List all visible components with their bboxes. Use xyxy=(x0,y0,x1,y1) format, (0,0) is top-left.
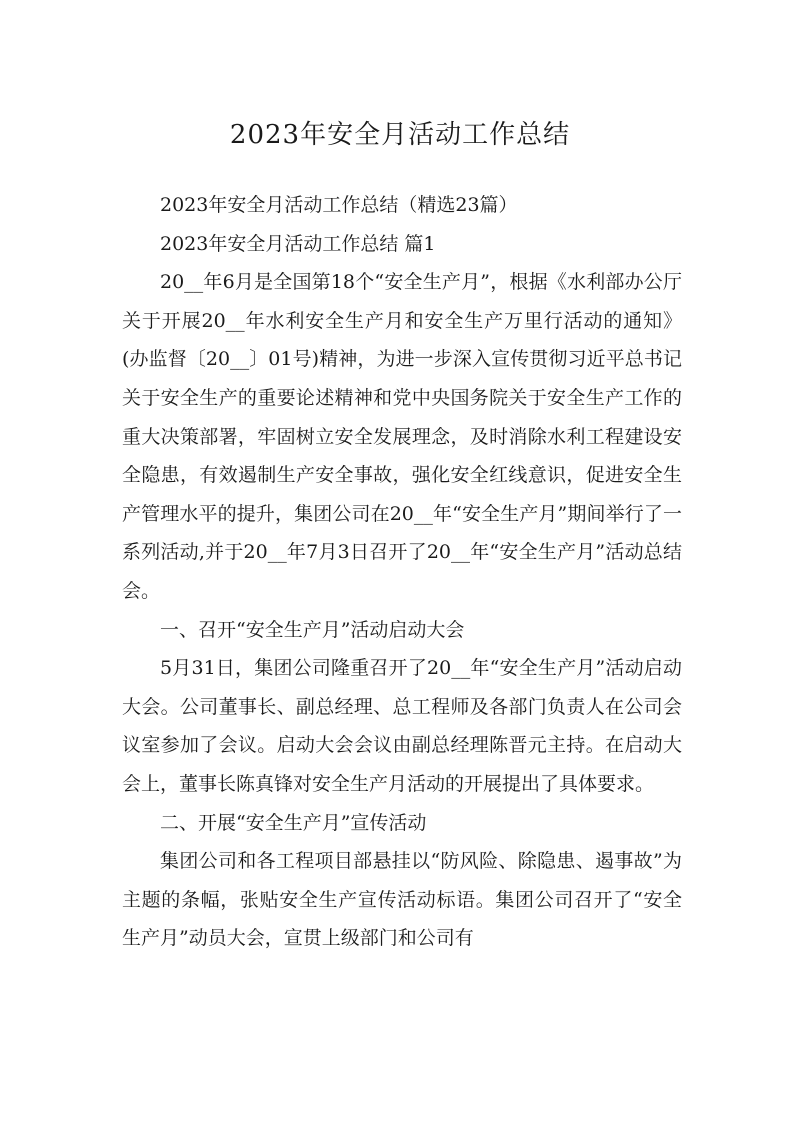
part-label: 2023年安全月活动工作总结 篇1 xyxy=(160,232,436,255)
section-1-paragraph: 5月31日，集团公司隆重召开了20__年“安全生产月”活动启动大会。公司董事长、副总经理、总工程师及各部门负责人在公司会议室参加了会议。启动大会会议由副总经理陈晋元主持。在启动大会上，董事长陈真锋对安全生产月活动的开展提出了具体要求。 xyxy=(122,657,682,795)
section-2-paragraph: 集团公司和各工程项目部悬挂以“防风险、除隐患、遏事故”为主题的条幅，张贴安全生产宣传活动标语。集团公司召开了“安全生产月”动员大会，宣贯上级部门和公司有 xyxy=(122,850,682,950)
section-2-heading: 二、开展“安全生产月”宣传活动 xyxy=(160,811,427,834)
document-body xyxy=(122,186,682,958)
document-title: 2023年安全月活动工作总结 xyxy=(229,120,571,151)
document-subtitle: 2023年安全月活动工作总结（精选23篇） xyxy=(160,194,518,216)
intro-paragraph: 20__年6月是全国第18个“安全生产月”，根据《水利部办公厅关于开展20__年水利安全生产月和安全生产万里行活动的通知》(办监督〔20__〕01号)精神，为进一步深入宣传贯彻习近平总书记关于安全生产的重要论述精神和党中央国务院关于安全生产工作的重大决策部署，牢固树立安全发展理念，及时消除水利工程建设安全隐患，有效遏制生产安全事故，强化安全红线意识，促进安全生产管理水平的提升，集团公司在20__年“安全生产月”期间举行了一系列活动,并于20__年7月3日召开了20__年“安全生产月”活动总结会。 xyxy=(122,271,682,602)
section-1-heading: 一、召开“安全生产月”活动启动大会 xyxy=(160,618,465,641)
